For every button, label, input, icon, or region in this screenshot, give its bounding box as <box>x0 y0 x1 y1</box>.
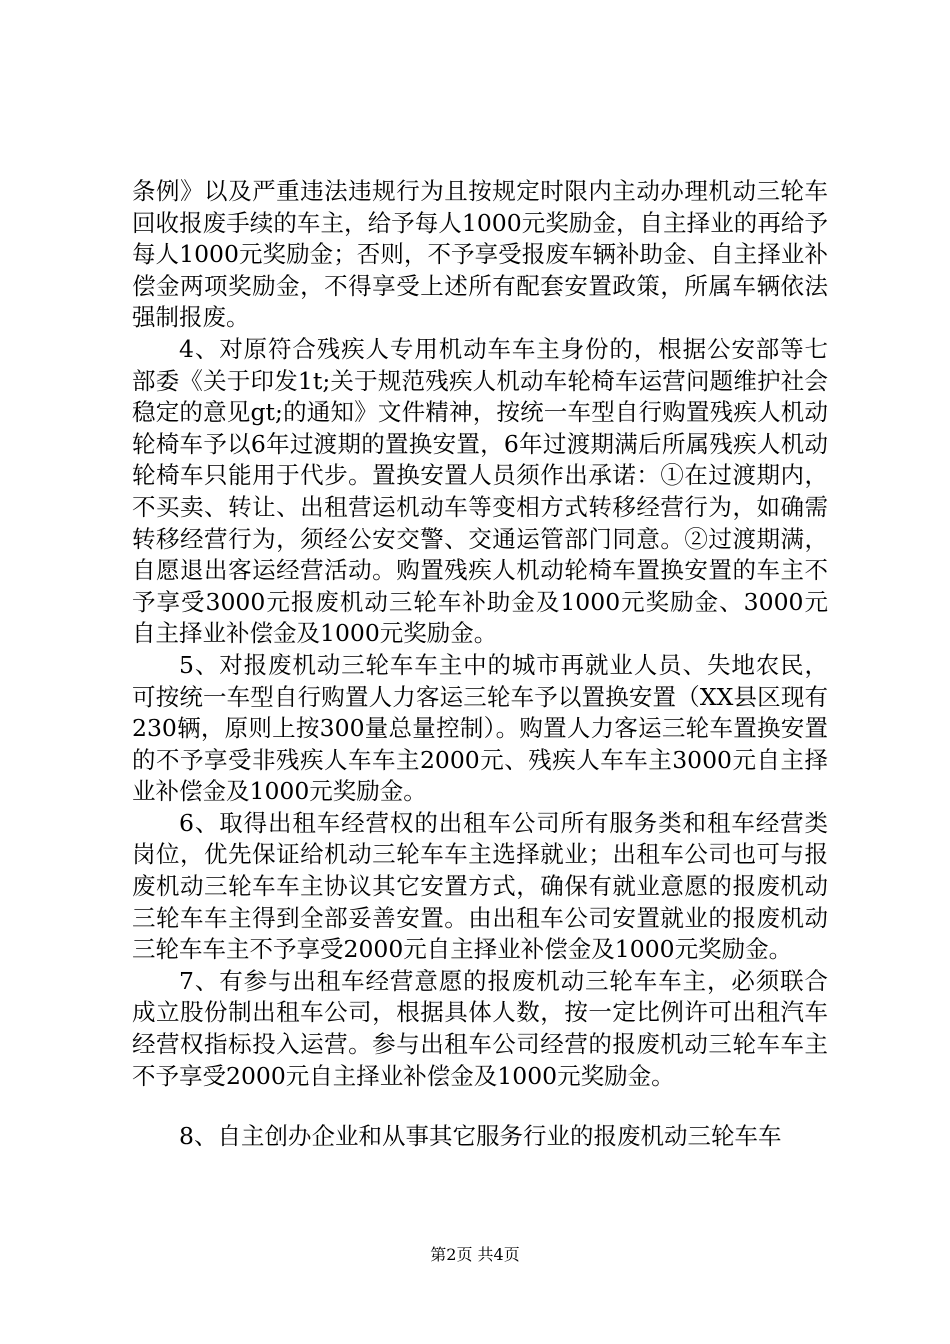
paragraph-item-4: 4、对原符合残疾人专用机动车车主身份的，根据公安部等七部委《关于印发1t;关于规范残疾人机动车轮椅车运营问题维护社会稳定的意见gt;的通知》文件精神，按统一车型自行购置残疾人机动轮椅车予以6年过渡期的置换安置，6年过渡期满后所属残疾人机动轮椅车只能用于代步。置换安置人员须作出承诺：①在过渡期内，不买卖、转让、出租营运机动车等变相方式转移经营行为，如确需转移经营行为，须经公安交警、交通运管部门同意。②过渡期满，自愿退出客运经营活动。购置残疾人机动轮椅车置换安置的车主不予享受3000元报废机动三轮车补助金及1000元奖励金、3000元自主择业补偿金及1000元奖励金。 <box>132 334 828 648</box>
paragraph-item-5: 5、对报废机动三轮车车主中的城市再就业人员、失地农民，可按统一车型自行购置人力客运三轮车予以置换安置（XX县区现有230辆，原则上按300量总量控制）。购置人力客运三轮车置换安置的不予享受非残疾人车车主2000元、残疾人车车主3000元自主择业补偿金及1000元奖励金。 <box>132 650 828 806</box>
page-footer <box>0 1245 950 1265</box>
paragraph-item-8: 8、自主创办企业和从事其它服务行业的报废机动三轮车车 <box>179 1122 782 1151</box>
paragraph-continuation: 条例》以及严重违法违规行为且按规定时限内主动办理机动三轮车回收报废手续的车主，给予每人1000元奖励金，自主择业的再给予每人1000元奖励金；否则，不予享受报废车辆补助金、自主择业补偿金两项奖励金，不得享受上述所有配套安置政策，所属车辆依法强制报废。 <box>132 177 828 332</box>
paragraph-item-6: 6、取得出租车经营权的出租车公司所有服务类和租车经营类岗位，优先保证给机动三轮车车主选择就业；出租车公司也可与报废机动三轮车车主协议其它安置方式，确保有就业意愿的报废机动三轮车车主得到全部妥善安置。由出租车公司安置就业的报废机动三轮车车主不予享受2000元自主择业补偿金及1000元奖励金。 <box>132 808 828 964</box>
document-body <box>132 176 828 1153</box>
page-number: 第2页 共4页 <box>430 1245 520 1264</box>
paragraph-item-7: 7、有参与出租车经营意愿的报废机动三轮车车主，必须联合成立股份制出租车公司，根据具体人数，按一定比例许可出租汽车经营权指标投入运营。参与出租车公司经营的报废机动三轮车车主不予享受2000元自主择业补偿金及1000元奖励金。 <box>132 966 828 1090</box>
